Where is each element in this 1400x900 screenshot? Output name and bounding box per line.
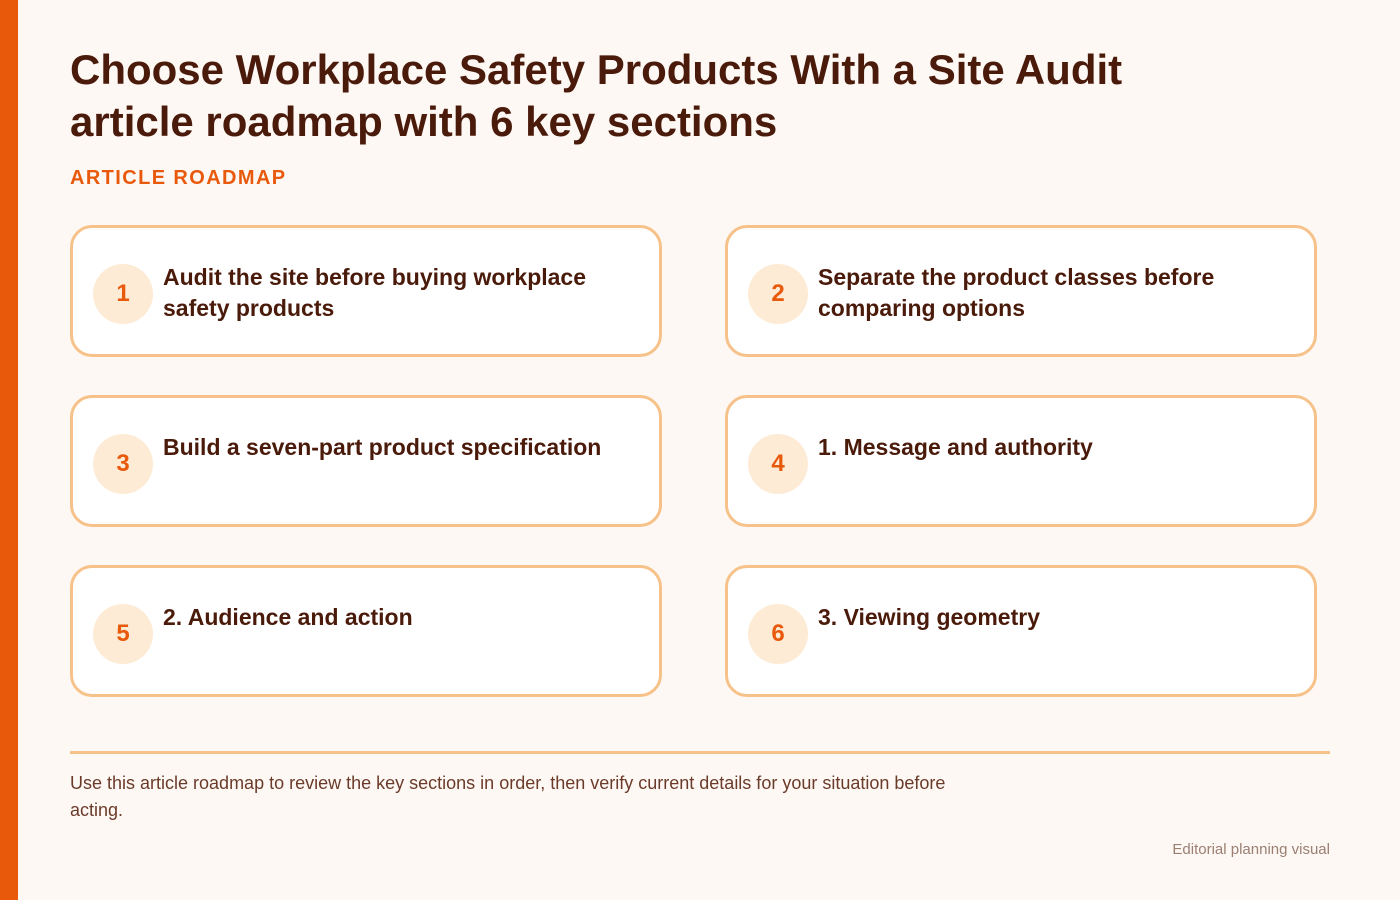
roadmap-card-label: Build a seven-part product specification bbox=[163, 434, 602, 460]
roadmap-card-label: 1. Message and authority bbox=[818, 434, 1093, 460]
step-number-badge: 5 bbox=[93, 604, 153, 664]
page-title-line-2: article roadmap with 6 key sections bbox=[70, 98, 778, 145]
section-eyebrow: ARTICLE ROADMAP bbox=[70, 167, 287, 189]
step-number-badge: 1 bbox=[93, 264, 153, 324]
roadmap-card-4 bbox=[725, 395, 1317, 527]
footer-note: Use this article roadmap to review the key sections in order, then verify current details for your situation before acting. bbox=[70, 773, 946, 820]
roadmap-card-label: Audit the site before buying workplace safety products bbox=[163, 264, 587, 321]
step-number-badge: 2 bbox=[748, 264, 808, 324]
roadmap-card-label: Separate the product classes before comparing options bbox=[818, 264, 1215, 321]
step-number-badge: 6 bbox=[748, 604, 808, 664]
roadmap-card-2 bbox=[725, 225, 1317, 357]
roadmap-card-1 bbox=[70, 225, 662, 357]
step-number-badge: 3 bbox=[93, 434, 153, 494]
footer-divider bbox=[70, 751, 1330, 754]
roadmap-card-label: 3. Viewing geometry bbox=[818, 604, 1040, 630]
step-number-badge: 4 bbox=[748, 434, 808, 494]
roadmap-card-6 bbox=[725, 565, 1317, 697]
page-title bbox=[70, 44, 1270, 148]
left-accent-bar bbox=[0, 0, 18, 900]
roadmap-card-label: 2. Audience and action bbox=[163, 604, 413, 630]
roadmap-card-5 bbox=[70, 565, 662, 697]
page-title-line-1: Choose Workplace Safety Products With a Site Audit bbox=[70, 46, 1123, 93]
roadmap-card-3 bbox=[70, 395, 662, 527]
footer-credit: Editorial planning visual bbox=[1172, 841, 1330, 858]
